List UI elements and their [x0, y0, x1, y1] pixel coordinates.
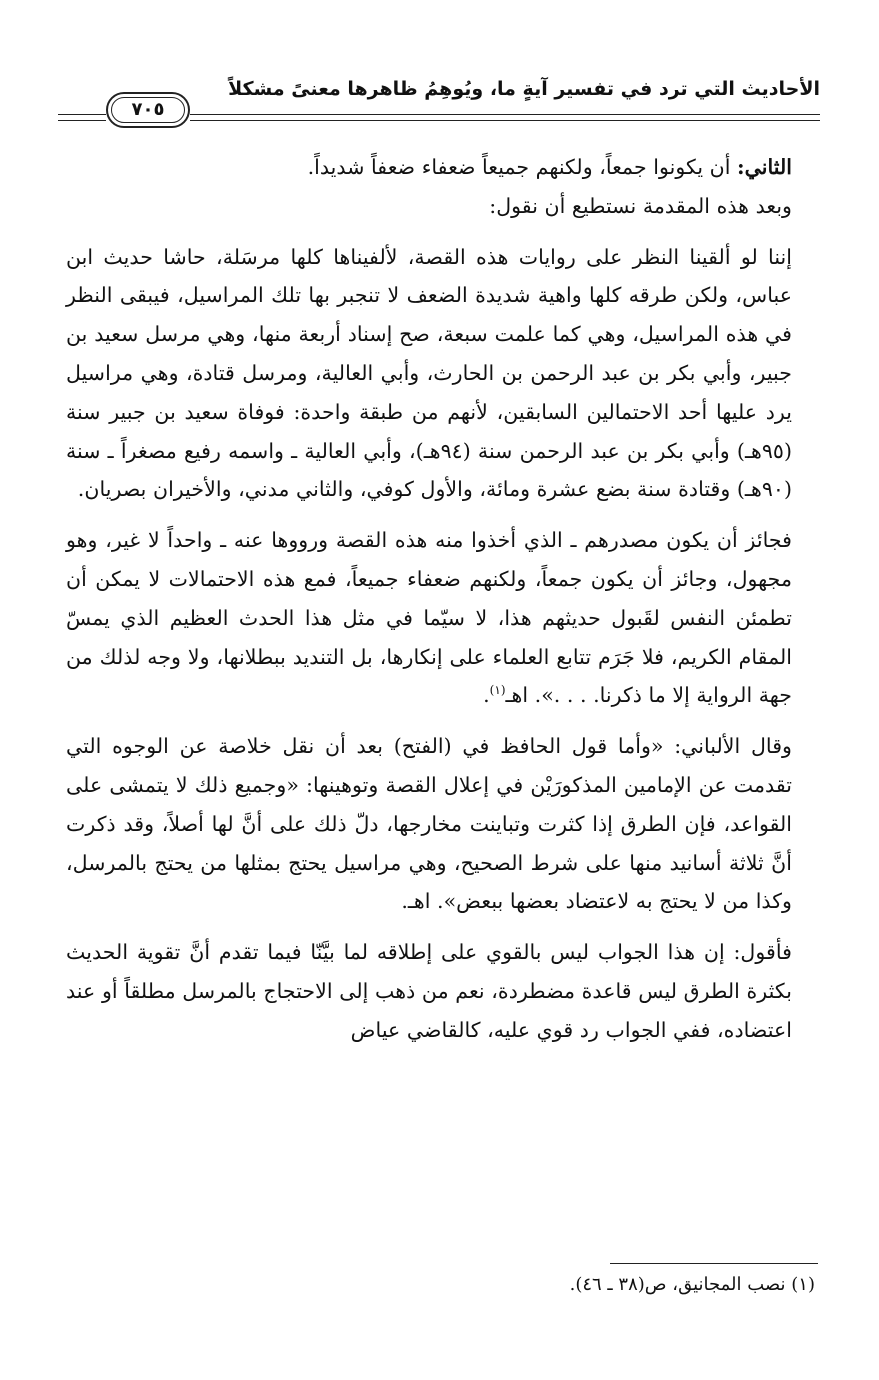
paragraph — [66, 148, 814, 187]
main-text — [66, 148, 814, 1050]
running-title: الأحاديث التي ترد في تفسير آيةٍ ما، ويُوهِمُ ظاهرها معنىً مشكلاً — [228, 78, 820, 100]
page-number-frame — [106, 92, 190, 128]
paragraph: فأقول: إن هذا الجواب ليس بالقوي على إطلاقه لما بيَّنّا فيما تقدم أنَّ تقوية الحديث بكثرة الطرق ليس قاعدة مضطردة، نعم من ذهب إلى الاحتجاج بالمرسل مطلقاً أو عند اعتضاده، ففي الجواب رد قوي عليه، كالقاضي عياض — [66, 940, 792, 1042]
header-rule — [58, 114, 106, 115]
paragraph: وقال الألباني: «وأما قول الحافظ في (الفتح) بعد أن نقل خلاصة عن الوجوه التي تقدمت عن الإمامين المذكورَيْن في إعلال القصة وتوهينها: «وجميع ذلك لا يتمشى على القواعد، فإن الطرق إذا كثرت وتباينت مخارجها، دلّ ذلك على أنَّ لها أصلاً، وقد ذكرت أنَّ ثلاثة أسانيد منها على شرط الصحيح، وهي مراسيل يحتج بمثلها من يحتج بالمرسل، وكذا من لا يحتج به لاعتضاد بعضها ببعض». اهـ. — [66, 734, 792, 914]
paragraph-text: . — [483, 683, 490, 708]
paragraph-label: الثاني: — [737, 155, 792, 179]
header-rule — [190, 120, 820, 121]
header-rule — [58, 120, 106, 121]
page-header — [58, 78, 820, 130]
paragraph — [66, 521, 814, 715]
footnote-reference[interactable]: (١) — [489, 683, 506, 698]
page-number: ٧٠٥ — [131, 99, 165, 120]
footnote: (١) نصب المجانيق، ص(٣٨ ـ ٤٦). — [569, 1274, 815, 1295]
paragraph: وبعد هذه المقدمة نستطيع أن نقول: — [489, 193, 792, 218]
paragraph-text: أن يكونوا جمعاً، ولكنهم جميعاً ضعفاء ضعفاً شديداً. — [307, 155, 738, 179]
footnote-separator — [610, 1263, 818, 1264]
paragraph: إننا لو ألقينا النظر على روايات هذه القصة، لألفيناها كلها مرسَلة، حاشا حديث ابن عباس، ولكن طرقه كلها واهية شديدة الضعف لا تنجبر بها تلك المراسيل، فيبقى النظر في هذه المراسيل، وهي كما علمت سبعة، صح إسناد أربعة منها، وهي مرسل سعيد بن جبير، وأبي بكر بن عبد الرحمن بن الحارث، وأبي العالية، ومرسل قتادة، وهي مراسيل يرد عليها أحد الاحتمالين السابقين، لأنهم من طبقة واحدة: فوفاة سعيد بن جبير سنة (٩٥هـ) وأبي بكر بن عبد الرحمن سنة (٩٤هـ)، وأبي العالية ـ واسمه رفيع مصغراً ـ سنة (٩٠هـ) وقتادة سنة بضع عشرة ومائة، والأول كوفي، والثاني مدني، والأخيران بصريان. — [66, 244, 793, 502]
paragraph-text: فجائز أن يكون مصدرهم ـ الذي أخذوا منه هذه القصة ورووها عنه ـ واحداً لا غير، وهو مجهول، وجائز أن يكون جمعاً، ولكنهم ضعفاء جميعاً، فمع هذه الاحتمالات لا يمكن أن تطمئن النفس لقَبول حديثهم هذا، لا سيّما في مثل هذا الحدث العظيم الذي يمسّ المقام الكريم، فلا جَرَم تتابع العلماء على إنكارها، بل التنديد ببطلانها، ولا وجه لذلك من جهة الرواية إلا ما ذكرنا. . . .». اهـ — [66, 528, 792, 708]
header-rule — [190, 114, 820, 115]
